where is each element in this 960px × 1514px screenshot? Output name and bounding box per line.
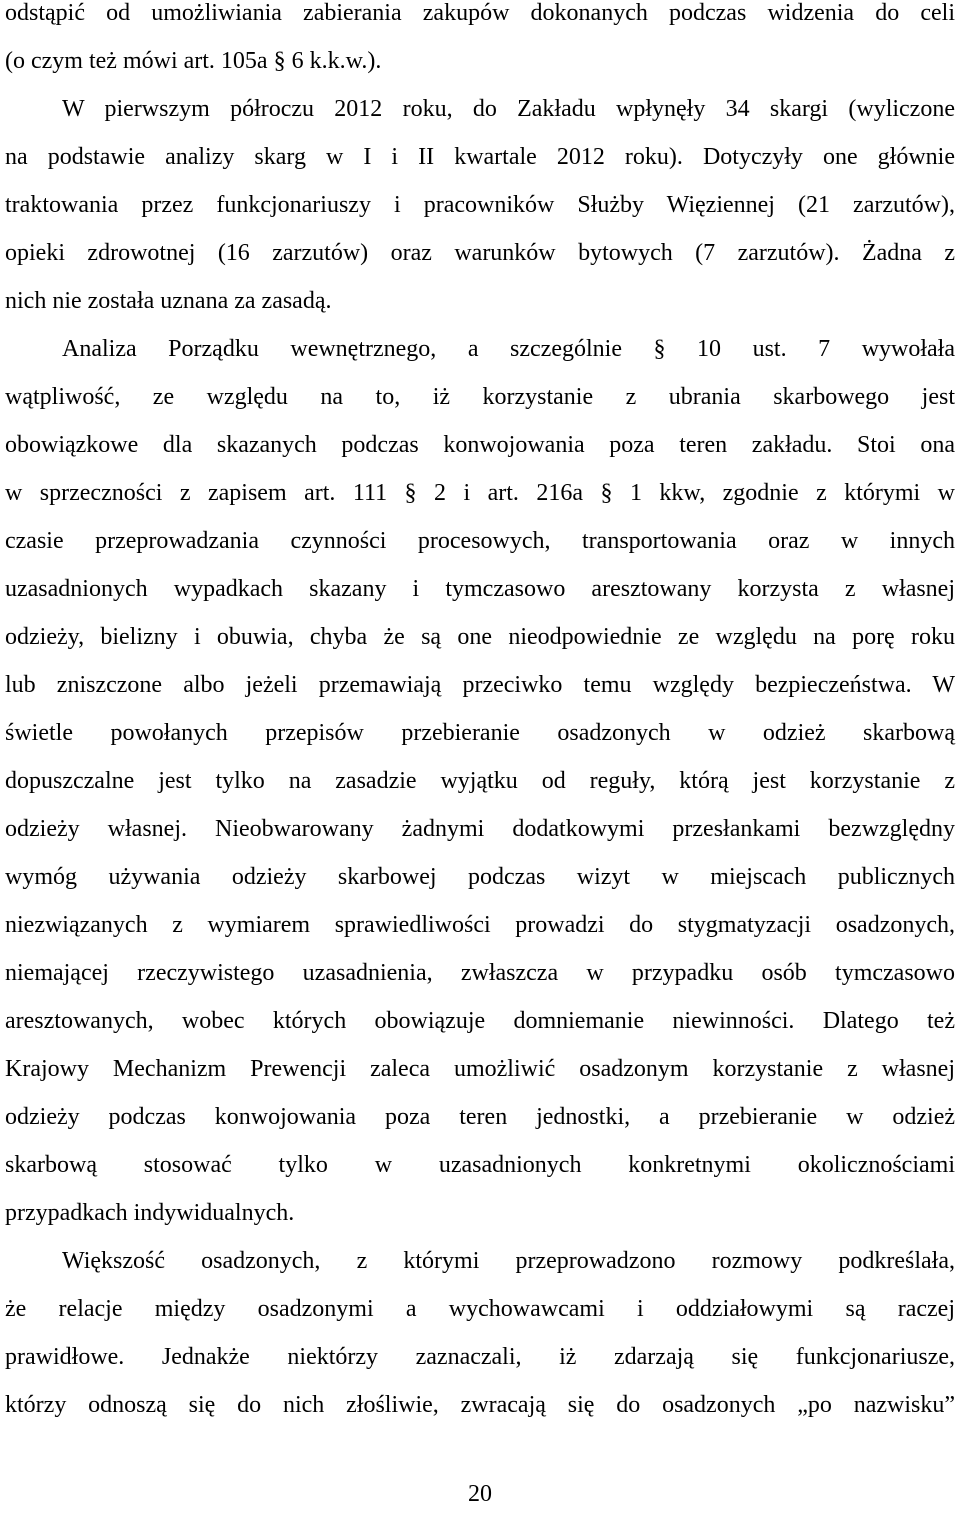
- text-line: niemającej rzeczywistego uzasadnienia, zwłaszcza w przypadku osób tymczasowo: [5, 960, 955, 986]
- text-line: którzy odnoszą się do nich złośliwie, zwracają się do osadzonych „po nazwisku”: [5, 1392, 955, 1418]
- text-line: lub zniszczone albo jeżeli przemawiają przeciwko temu względy bezpieczeństwa. W: [5, 672, 955, 698]
- text-line: odzieży podczas konwojowania poza teren jednostki, a przebieranie w odzież: [5, 1104, 955, 1130]
- text-line: Analiza Porządku wewnętrznego, a szczególnie § 10 ust. 7 wywołała: [62, 336, 955, 362]
- text-line: wątpliwość, ze względu na to, iż korzystanie z ubrania skarbowego jest: [5, 384, 955, 410]
- text-line: dopuszczalne jest tylko na zasadzie wyjątku od reguły, którą jest korzystanie z: [5, 768, 955, 794]
- text-line: traktowania przez funkcjonariuszy i pracowników Służby Więziennej (21 zarzutów),: [5, 192, 955, 218]
- text-line: przypadkach indywidualnych.: [5, 1200, 295, 1226]
- text-line: opieki zdrowotnej (16 zarzutów) oraz warunków bytowych (7 zarzutów). Żadna z: [5, 240, 955, 266]
- text-line: odzieży, bielizny i obuwia, chyba że są one nieodpowiednie ze względu na porę roku: [5, 624, 955, 650]
- text-line: Krajowy Mechanizm Prewencji zaleca umożliwić osadzonym korzystanie z własnej: [5, 1056, 955, 1082]
- text-line: świetle powołanych przepisów przebieranie osadzonych w odzież skarbową: [5, 720, 955, 746]
- text-line: Większość osadzonych, z którymi przeprowadzono rozmowy podkreślała,: [62, 1248, 955, 1274]
- text-line: aresztowanych, wobec których obowiązuje domniemanie niewinności. Dlatego też: [5, 1008, 955, 1034]
- text-line: odstąpić od umożliwiania zabierania zakupów dokonanych podczas widzenia do celi: [5, 0, 955, 26]
- text-line: wymóg używania odzieży skarbowej podczas wizyt w miejscach publicznych: [5, 864, 955, 890]
- text-line: nich nie została uznana za zasadą.: [5, 288, 332, 314]
- text-line: że relacje między osadzonymi a wychowawcami i oddziałowymi są raczej: [5, 1296, 955, 1322]
- page-number: 20: [468, 1481, 492, 1507]
- text-line: W pierwszym półroczu 2012 roku, do Zakładu wpłynęły 34 skargi (wyliczone: [62, 96, 955, 122]
- text-line: na podstawie analizy skarg w I i II kwartale 2012 roku). Dotyczyły one głównie: [5, 144, 955, 170]
- text-line: prawidłowe. Jednakże niektórzy zaznaczali, iż zdarzają się funkcjonariusze,: [5, 1344, 955, 1370]
- text-line: w sprzeczności z zapisem art. 111 § 2 i art. 216a § 1 kkw, zgodnie z którymi w: [5, 480, 955, 506]
- text-line: skarbową stosować tylko w uzasadnionych konkretnymi okolicznościami: [5, 1152, 955, 1178]
- text-line: odzieży własnej. Nieobwarowany żadnymi dodatkowymi przesłankami bezwzględny: [5, 816, 955, 842]
- text-line: obowiązkowe dla skazanych podczas konwojowania poza teren zakładu. Stoi ona: [5, 432, 955, 458]
- text-line: (o czym też mówi art. 105a § 6 k.k.w.).: [5, 48, 382, 74]
- text-line: czasie przeprowadzania czynności procesowych, transportowania oraz w innych: [5, 528, 955, 554]
- text-line: niezwiązanych z wymiarem sprawiedliwości prowadzi do stygmatyzacji osadzonych,: [5, 912, 955, 938]
- text-line: uzasadnionych wypadkach skazany i tymczasowo aresztowany korzysta z własnej: [5, 576, 955, 602]
